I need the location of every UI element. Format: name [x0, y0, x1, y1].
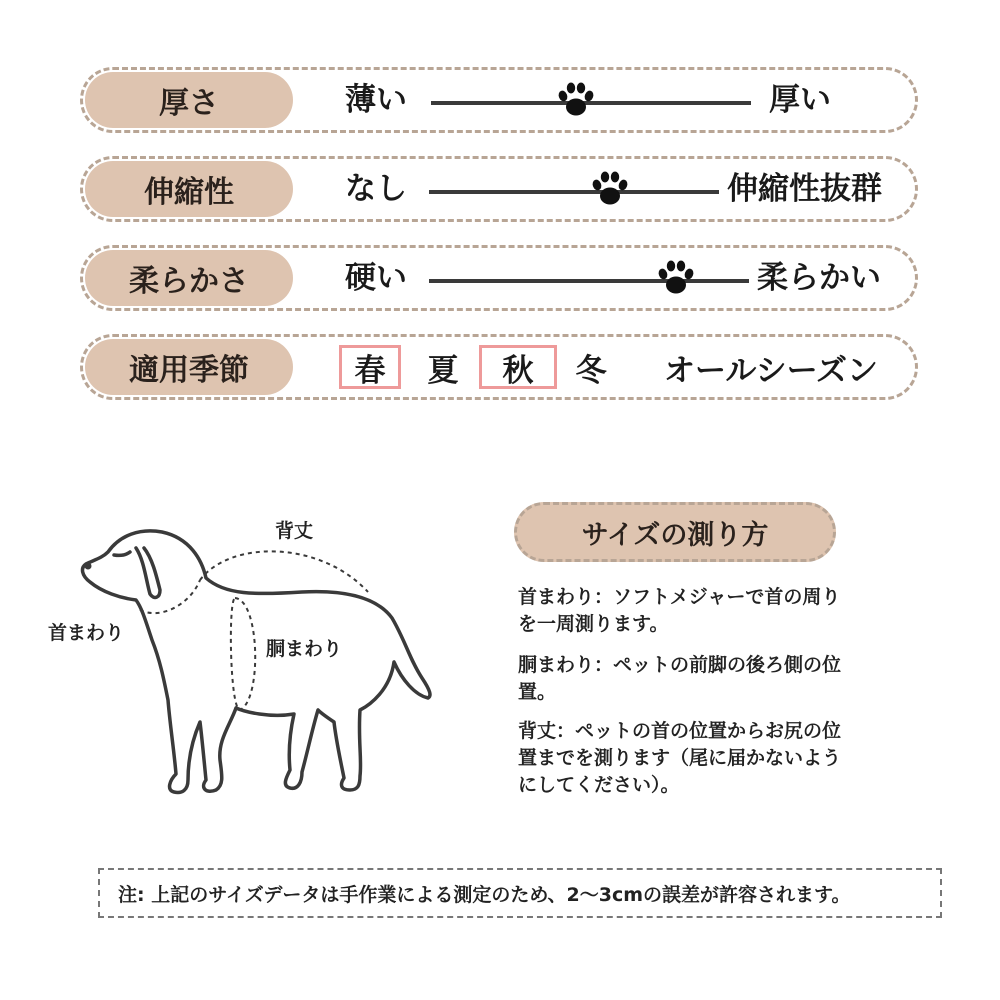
howto-line: 置。 — [518, 681, 557, 703]
attribute-label-pill — [85, 250, 293, 306]
attribute-row-thickness — [80, 67, 918, 133]
dog-nose — [85, 563, 92, 570]
howto-back — [518, 718, 918, 799]
season-spring: 春 — [339, 345, 401, 389]
attribute-label-pill — [85, 72, 293, 128]
howto-line: 置までを測ります（尾に届かないよう — [518, 747, 842, 769]
season-label: 適用季節 — [129, 353, 249, 388]
howto-line: にしてください）。 — [518, 774, 680, 796]
attribute-row-softness — [80, 245, 918, 311]
scale-line — [429, 190, 719, 194]
scale-right-label: 柔らかい — [757, 260, 881, 296]
season-row — [80, 334, 918, 400]
attribute-label-pill — [85, 161, 293, 217]
scale-left-label: 薄い — [345, 82, 407, 118]
dog-measurement-diagram — [40, 500, 460, 820]
howto-neck — [518, 584, 918, 638]
attribute-row-stretch — [80, 156, 918, 222]
scale-right-label: 厚い — [769, 82, 831, 118]
season-winter: 冬 — [575, 352, 607, 389]
back-length-label: 背丈 — [275, 520, 314, 542]
tolerance-note: 注: 上記のサイズデータは手作業による測定のため、2〜3cmの誤差が許容されます。 — [98, 868, 942, 918]
howto-line: 首まわり：ソフトメジャーで首の周り — [518, 586, 841, 608]
neck-label: 首まわり — [48, 622, 125, 644]
howto-chest — [518, 652, 918, 706]
scale-right-label: 伸縮性抜群 — [727, 171, 882, 207]
attribute-label: 柔らかさ — [129, 264, 249, 299]
season-all: オールシーズン — [663, 352, 879, 389]
scale-left-label: 硬い — [345, 260, 407, 296]
howto-line: 胴まわり：ペットの前脚の後ろ側の位 — [518, 654, 842, 676]
measurement-lines — [140, 551, 368, 710]
season-autumn: 秋 — [479, 345, 557, 389]
season-summer: 夏 — [427, 352, 459, 389]
attribute-label-pill — [85, 339, 293, 395]
dog-outline — [83, 531, 430, 793]
howto-line: 背丈：ペットの首の位置からお尻の位 — [518, 720, 842, 742]
attribute-label: 伸縮性 — [144, 175, 234, 210]
attribute-label: 厚さ — [159, 86, 219, 121]
howto-line: を一周測ります。 — [518, 613, 669, 635]
scale-line — [429, 279, 749, 283]
chest-line — [231, 598, 255, 710]
paw-marker-icon — [653, 256, 697, 300]
paw-marker-icon — [553, 78, 597, 122]
paw-marker-icon — [587, 167, 631, 211]
back-length-line — [200, 551, 368, 592]
scale-left-label: なし — [345, 171, 407, 207]
howto-title: サイズの測り方 — [514, 502, 836, 562]
chest-label: 胴まわり — [266, 638, 343, 660]
